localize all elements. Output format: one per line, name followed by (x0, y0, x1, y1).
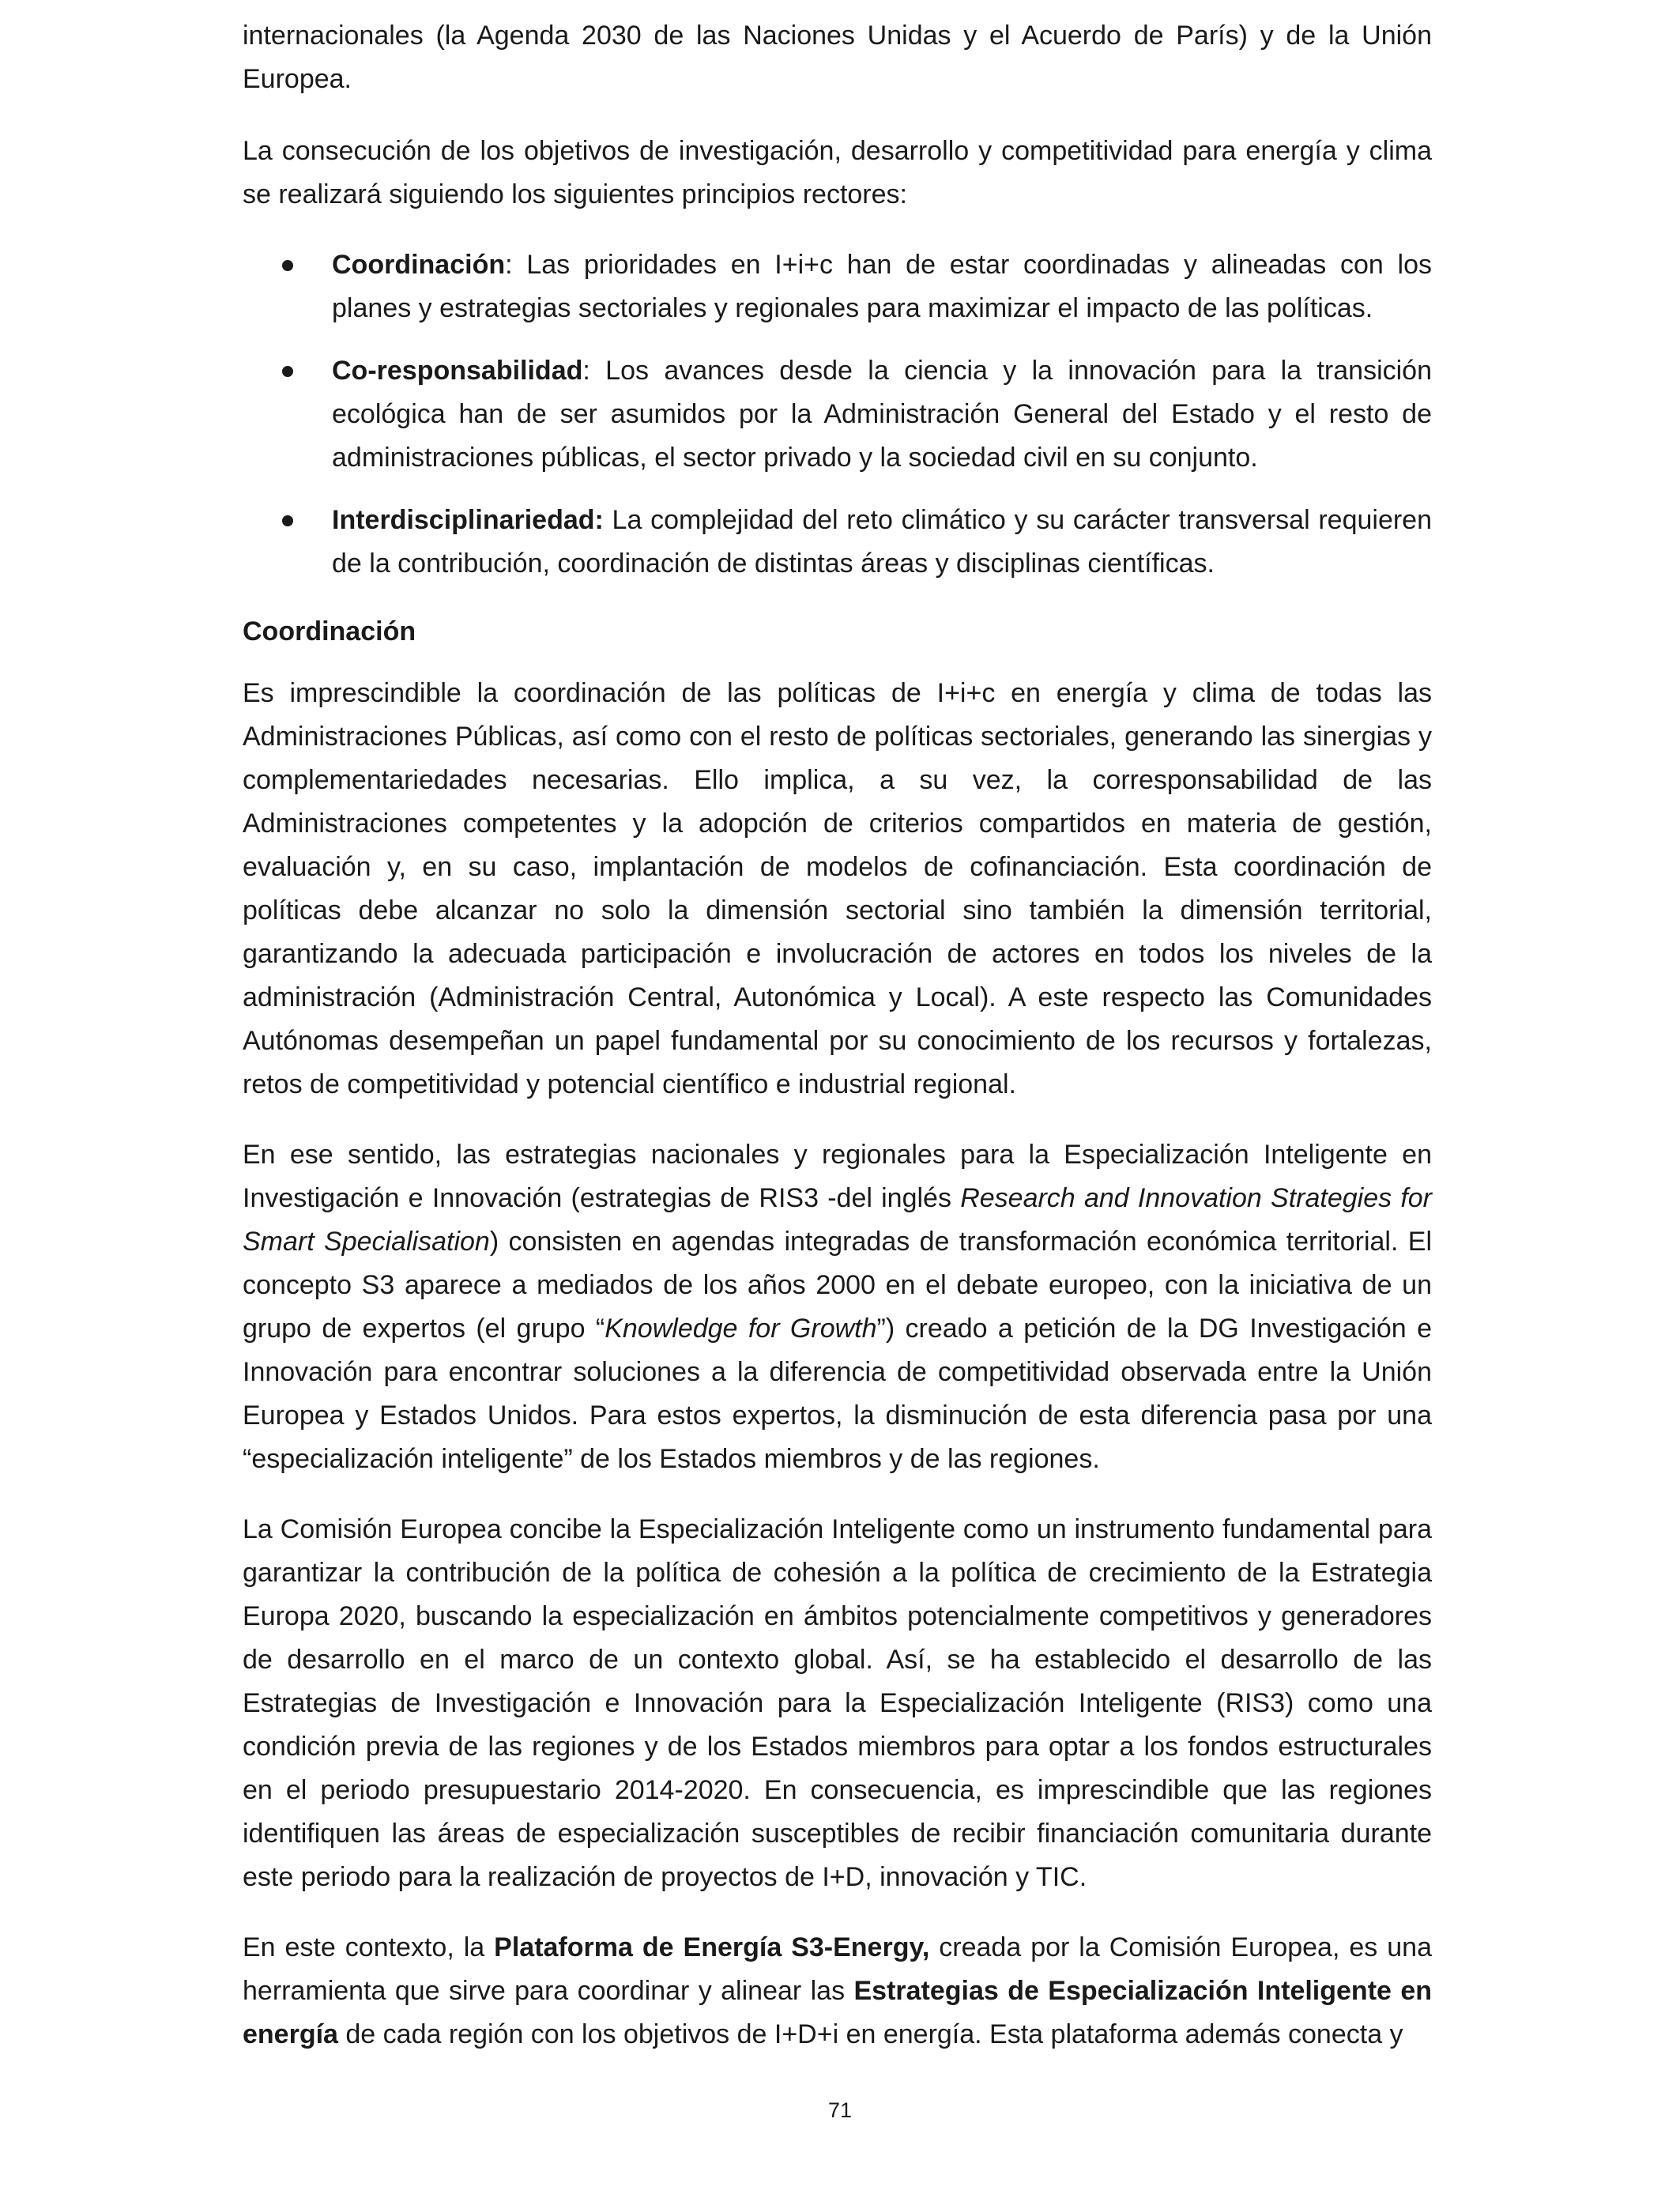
bullet-term: Interdisciplinariedad: (332, 505, 604, 535)
paragraph-coordination: Es imprescindible la coordinación de las políticas de I+i+c en energía y clima de todas las Administraciones Públicas, así como con el resto de políticas sectoriales, generando las sinergias y complementariedades necesarias. Ello implica, a su vez, la corresponsabilidad de las Administraciones competentes y la adopción de criterios compartidos en materia de gestión, evaluación y, en su caso, implantación de modelos de cofinanciación. Esta coordinación de políticas debe alcanzar no solo la dimensión sectorial sino también la dimensión territorial, garantizando la adecuada participación e involucración de actores en todos los niveles de la administración (Administración Central, Autonómica y Local). A este respecto las Comunidades Autónomas desempeñan un papel fundamental por su conocimiento de los recursos y fortalezas, retos de competitividad y potencial científico e industrial regional. (243, 678, 1432, 1099)
page-number: 71 (827, 2098, 853, 2122)
paragraph-commission: La Comisión Europea concibe la Especialización Inteligente como un instrumento fundamental para garantizar la contribución de la política de cohesión a la política de crecimiento de la Estrategia Europa 2020, buscando la especialización en ámbitos potencialmente competitivos y generadores de desarrollo en el marco de un contexto global. Así, se ha establecido el desarrollo de las Estrategias de Investigación e Innovación para la Especialización Inteligente (RIS3) como una condición previa de las regiones y de los Estados miembros para optar a los fondos estructurales en el periodo presupuestario 2014-2020. En consecuencia, es imprescindible que las regiones identifiquen las áreas de especialización susceptibles de recibir financiación comunitaria durante este periodo para la realización de proyectos de I+D, innovación y TIC. (243, 1514, 1432, 1892)
bullet-separator: : (582, 356, 590, 386)
paragraph-principles-intro: La consecución de los objetivos de investigación, desarrollo y competitividad para energía y clima se realizará siguiendo los siguientes principios rectores: (243, 136, 1432, 209)
bold-term: Plataforma de Energía S3-Energy, (494, 1932, 930, 1962)
paragraph-intro-continued: internacionales (la Agenda 2030 de las Naciones Unidas y el Acuerdo de París) y de la Unión Europea. (243, 21, 1432, 94)
bullet-text: Los avances desde la ciencia y la innovación para la transición ecológica han de ser asumidos por la Administración General del Estado y el resto de administraciones públicas, el sector privado y la sociedad civil en su conjunto. (332, 356, 1432, 473)
paragraph-ris3: En ese sentido, las estrategias nacionales y regionales para la Especialización Inteligente en Investigación e Innovación (estrategias de RIS3 -del inglés Research and Innovation Strategies for Smart Specialisation) consisten en agendas integradas de transformación económica territorial. El concepto S3 aparece a mediados de los años 2000 en el debate europeo, con la iniciativa de un grupo de expertos (el grupo “Knowledge for Growth”) creado a petición de la DG Investigación e Innovación para encontrar soluciones a la diferencia de competitividad observada entre la Unión Europea y Estados Unidos. Para estos expertos, la disminución de esta diferencia pasa por una “especialización inteligente” de los Estados miembros y de las regiones. (243, 1140, 1433, 1474)
list-item (243, 499, 1432, 586)
paragraph-platform: En este contexto, la Plataforma de Energía S3-Energy, creada por la Comisión Europea, es una herramienta que sirve para coordinar y alinear las Estrategias de Especialización Inteligente en energía de cada región con los objetivos de I+D+i en energía. Esta plataforma además conecta y (243, 1932, 1433, 2049)
list-item (243, 349, 1432, 480)
list-item (243, 243, 1432, 330)
principles-list (243, 243, 1432, 586)
italic-term: Knowledge for Growth (605, 1314, 877, 1344)
bullet-icon (282, 515, 293, 526)
bullet-icon (282, 366, 293, 377)
italic-term: Research and Innovation Strategies for Smart Specialisation (243, 1183, 1433, 1257)
document-page (243, 14, 1432, 2056)
bullet-text: Las prioridades en I+i+c han de estar coordinadas y alineadas con los planes y estrategias sectoriales y regionales para maximizar el impacto de las políticas. (332, 250, 1432, 323)
bold-term: Estrategias de Especialización Inteligente en energía (243, 1976, 1433, 2049)
bullet-separator: : (505, 250, 513, 280)
bullet-text: La complejidad del reto climático y su carácter transversal requieren de la contribución, coordinación de distintas áreas y disciplinas científicas. (332, 505, 1432, 579)
bullet-term: Coordinación (332, 250, 506, 280)
bullet-term: Co-responsabilidad (332, 356, 583, 386)
section-heading: Coordinación (243, 616, 416, 647)
bullet-icon (282, 260, 293, 271)
